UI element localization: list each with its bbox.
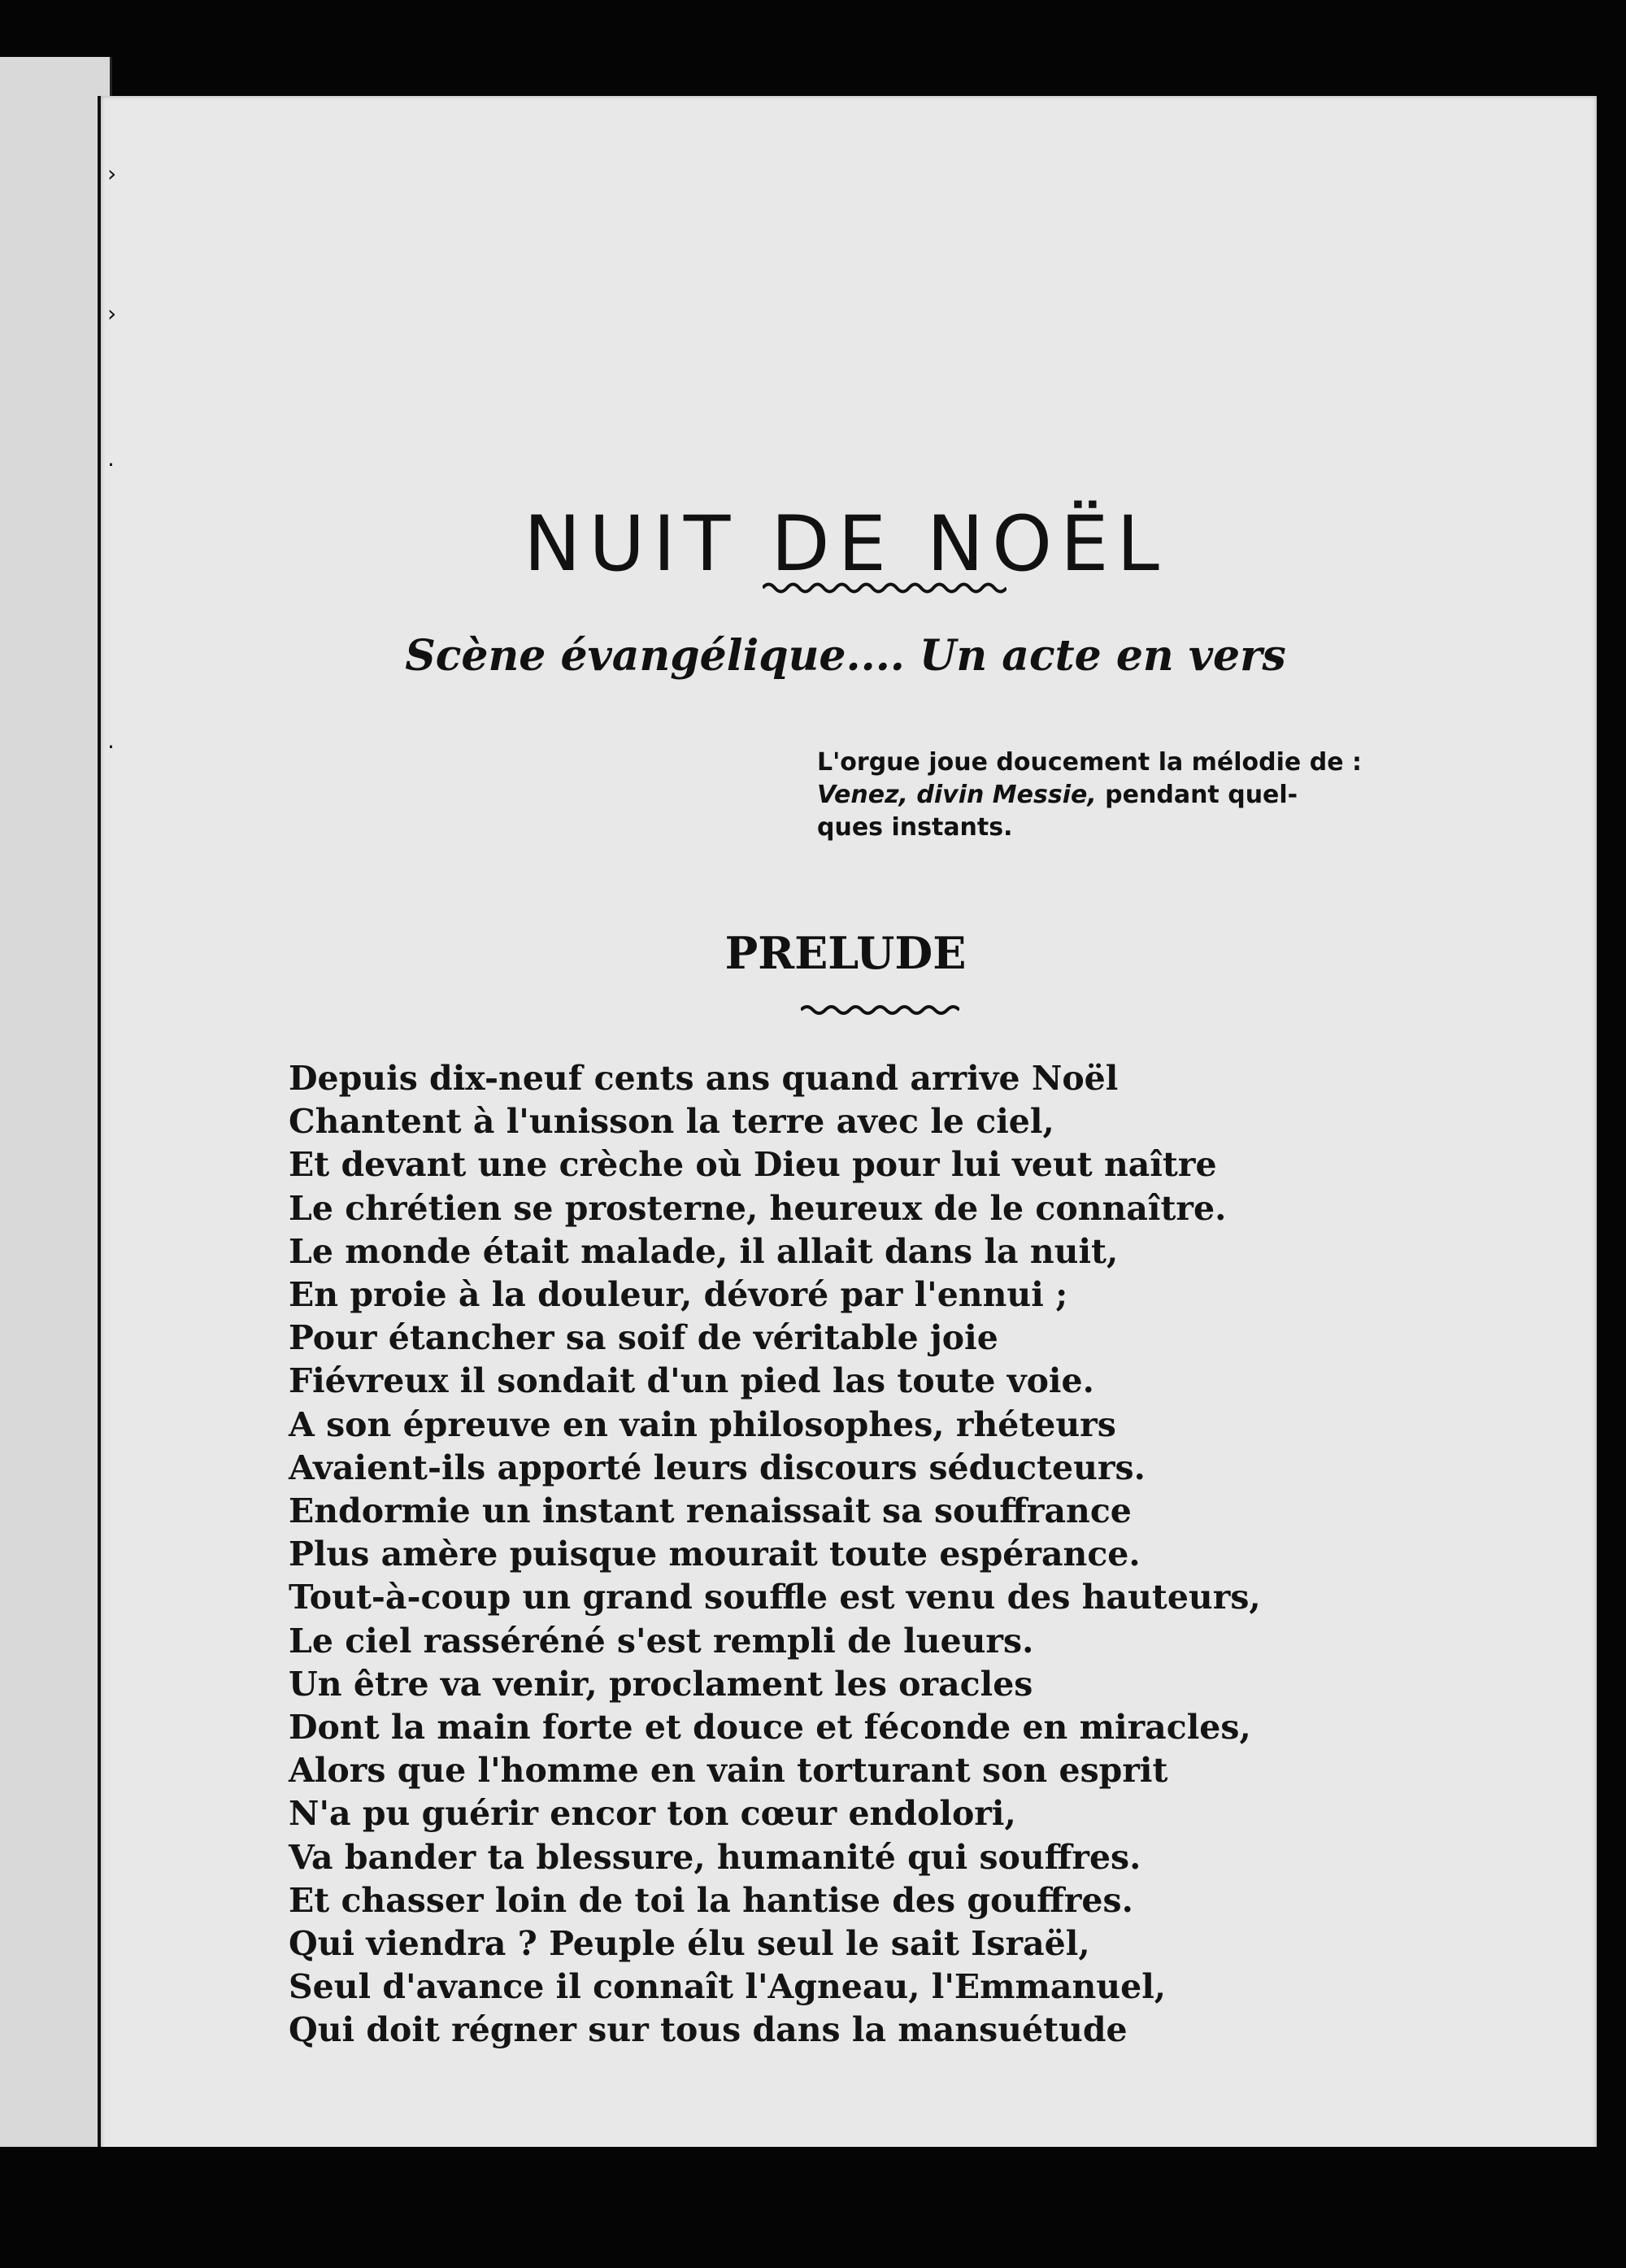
poem-line: N'a pu guérir encor ton cœur endolori,	[289, 1794, 1016, 1834]
poem-line: Dont la main forte et douce et féconde en miracles,	[289, 1708, 1251, 1748]
poem-line: Le chrétien se prosterne, heureux de le connaître.	[289, 1188, 1227, 1228]
poem-line: Pour étancher sa soif de véritable joie	[289, 1318, 998, 1358]
page-title: NUIT DE NOËL	[524, 499, 1167, 589]
stage-direction-line	[817, 779, 1370, 812]
poem-line: Alors que l'homme en vain torturant son esprit	[289, 1751, 1168, 1791]
wavy-rule	[801, 1007, 959, 1013]
melody-title: Venez, divin Messie,	[817, 780, 1097, 809]
poem-line: Seul d'avance il connaît l'Agneau, l'Emmanuel,	[289, 1967, 1167, 2007]
poem-line: Endormie un instant renaissait sa souffrance	[289, 1491, 1132, 1531]
scan-bottom-border	[0, 2147, 1626, 2268]
binding-mark: ·	[107, 451, 115, 478]
poem	[289, 1057, 1508, 2053]
poem-line: Le monde était malade, il allait dans la nuit,	[289, 1231, 1119, 1271]
title-ornament	[763, 579, 1006, 597]
poem-line: Qui doit régner sur tous dans la mansuétude	[289, 2010, 1128, 2050]
poem-line: Et devant une crèche où Dieu pour lui veut naître	[289, 1145, 1217, 1185]
stage-direction-line: L'orgue joue doucement la mélodie de :	[817, 748, 1362, 777]
poem-line: Chantent à l'unisson la terre avec le ciel,	[289, 1102, 1054, 1142]
poem-line: Avaient-ils apporté leurs discours séducteurs.	[289, 1447, 1146, 1487]
stage-direction-line: ques instants.	[817, 812, 1013, 842]
poem-line: Va bander ta blessure, humanité qui souffres.	[289, 1837, 1141, 1877]
stage-direction	[817, 747, 1370, 844]
poem-line: Depuis dix-neuf cents ans quand arrive Noël	[289, 1059, 1119, 1098]
poem-line: Plus amère puisque mourait toute espérance.	[289, 1534, 1141, 1574]
poem-line: Tout-à-coup un grand souffle est venu des hauteurs,	[289, 1578, 1261, 1617]
wavy-rule	[763, 585, 1006, 592]
subtitle: Scène évangélique.... Un acte en vers	[405, 631, 1286, 681]
poem-line: Le ciel rasséréné s'est rempli de lueurs.	[289, 1621, 1034, 1661]
binding-mark: ›	[107, 300, 117, 327]
poem-line: Qui viendra ? Peuple élu seul le sait Israël,	[289, 1924, 1090, 1964]
poem-line: En proie à la douleur, dévoré par l'ennui ;	[289, 1275, 1068, 1315]
binding-mark: ·	[107, 734, 115, 760]
poem-line: Un être va venir, proclament les oracles	[289, 1664, 1033, 1704]
poem-line: A son épreuve en vain philosophes, rhéteurs	[289, 1404, 1116, 1444]
poem-line: Fiévreux il sondait d'un pied las toute voie.	[289, 1361, 1094, 1401]
facing-page-edge	[0, 57, 112, 2155]
binding-mark: ›	[107, 160, 117, 187]
section-ornament	[801, 1002, 959, 1018]
section-title: PRELUDE	[724, 926, 967, 979]
poem-line: Et chasser loin de toi la hantise des gouffres.	[289, 1880, 1133, 1920]
stage-direction-text: pendant quel-	[1096, 780, 1298, 809]
